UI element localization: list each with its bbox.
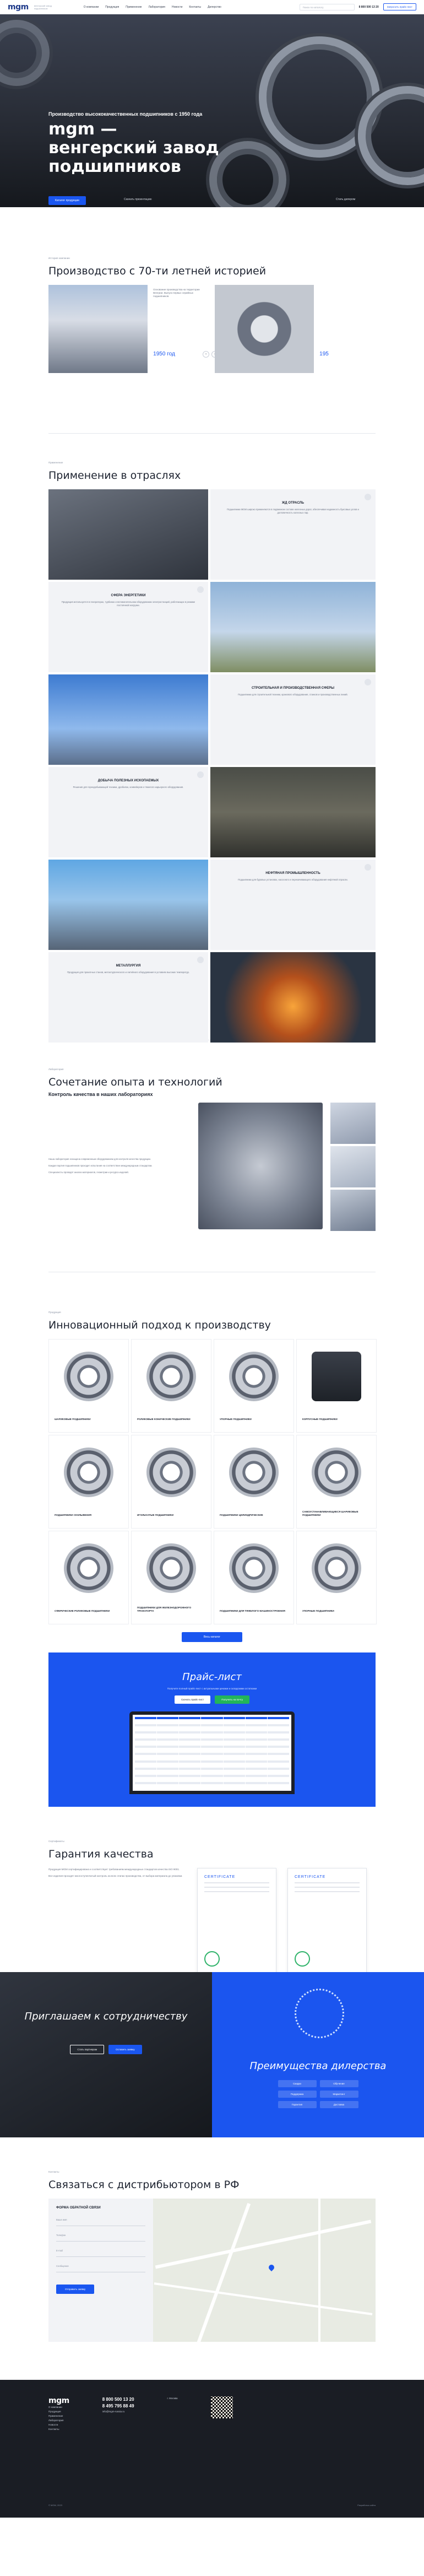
contact-title: Связаться с дистрибьютором в РФ [48,2179,240,2191]
history-title: Производство с 70-ти летней историей [48,265,267,277]
cooperation-panel [0,1972,212,2137]
industry-card-mining[interactable] [48,767,208,857]
lab-photo-small [330,1190,376,1231]
benefit-pill: Поддержка [278,2091,317,2098]
form-title: ФОРМА ОБРАТНОЙ СВЯЗИ [56,2206,101,2210]
footer-logo-col [48,2396,69,2432]
products-grid [48,1339,376,1624]
laptop-price-preview [129,1711,295,1794]
product-image [312,1448,361,1497]
map-road [155,2219,372,2269]
history-year: 1950 год [153,351,175,357]
history-info [153,285,209,373]
feedback-form [48,2199,153,2342]
product-name: КОРПУСНЫЕ ПОДШИПНИКИ [302,1418,338,1421]
certificate[interactable] [197,1868,276,1978]
header [0,0,424,14]
guarantee-content [48,1868,376,1978]
guarantee-title: Гарантия качества [48,1848,154,1860]
price-subtitle: Получите полный прайс-лист с актуальными ценами и складскими остатками [167,1687,257,1690]
footer-link[interactable]: О компании [48,2406,62,2408]
cooperation-block [0,1972,424,2137]
lab-kicker: Лаборатория [48,1068,64,1071]
dealer-title: Преимущества дилерства [249,2060,387,2072]
industry-image-metallurgy [210,952,376,1043]
footer-link[interactable]: Продукция [48,2410,61,2413]
nav-item-application[interactable]: Применение [126,5,142,9]
header-right [300,3,416,10]
price-buttons [48,1695,376,1704]
footer-bottom [48,2504,376,2507]
nav-item-products[interactable]: Продукция [105,5,119,9]
guarantee-paragraph: Продукция MGM сертифицирована и соответствует требованиям международных стандартов качества ISO 9001. [48,1868,180,1871]
certificate-seal-icon [204,1951,220,1967]
contact-kicker: Контакты [48,2170,59,2173]
dealer-panel [212,1972,424,2137]
industry-desc: Подшипники MGM широко применяются в подвижном составе железных дорог, обеспечивая надежность буксовых узлов и долговечность колесных пар. [227,508,359,514]
certificate-line [295,1882,360,1883]
history-photo-2 [215,285,314,373]
footer-link[interactable]: Применение [48,2415,63,2417]
product-image [229,1543,279,1593]
map[interactable] [153,2199,376,2342]
certificate-line [204,1882,269,1883]
nav-item-contacts[interactable]: Контакты [189,5,201,9]
products-title: Инновационный подход к производству [48,1319,271,1331]
footer-email[interactable]: info@mgm-russia.ru [102,2410,125,2413]
guarantee-text [48,1868,186,1978]
product-card[interactable] [48,1435,129,1529]
footer-columns [48,2396,376,2432]
map-road [318,2199,320,2342]
product-name: УПОРНЫЕ ПОДШИПНИКИ [220,1418,252,1421]
industry-card-construction[interactable] [210,674,376,765]
partner-button[interactable]: Стать партнером [70,2045,104,2054]
main-nav [84,6,221,9]
nav-item-about[interactable]: О компании [83,5,99,9]
contact-content [48,2199,376,2342]
map-pin-icon[interactable] [268,2264,275,2271]
dealer-benefits [212,2080,424,2108]
request-price-email-button[interactable]: Получить на почту [215,1695,249,1704]
product-image [312,1543,361,1593]
industry-card-rail[interactable] [210,489,376,580]
lab-point: Каждая партия подшипников проходит испытания на соответствие международным стандартам. [48,1164,153,1167]
lab-photo [198,1103,323,1229]
leave-request-button[interactable]: Оставить заявку [108,2045,142,2054]
product-card[interactable] [296,1435,377,1529]
lab-point: Специалисты проводят анализ материалов, геометрии и ресурса изделий. [48,1171,129,1174]
history-photo [48,285,148,373]
products-kicker: Продукция [48,1311,61,1314]
guarantee-section [0,1807,424,1972]
developer-link[interactable]: Разработка сайта [357,2504,376,2507]
industries-section [0,434,424,1040]
benefit-pill: Обучение [320,2080,358,2087]
price-title: Прайс-лист [182,1671,242,1683]
footer-phone[interactable]: 8 495 795 88 49 [102,2404,134,2408]
certificate-line [204,1891,269,1892]
product-card[interactable] [296,1531,377,1624]
industry-title: ДОБЫЧА ПОЛЕЗНЫХ ИСКОПАЕМЫХ [97,779,159,782]
nav-item-dealer[interactable]: Дилерство [208,5,221,9]
product-image [64,1352,113,1401]
header-phone[interactable]: 8 800 500 13 20 [358,5,379,9]
product-card[interactable] [214,1339,294,1433]
product-card[interactable] [214,1531,294,1624]
logo-tagline: венгерский завод подшипников [34,4,52,10]
map-road [191,2203,251,2342]
lab-title: Сочетание опыта и технологий [48,1076,222,1088]
qr-code [211,2396,233,2418]
product-image [229,1352,279,1401]
become-dealer-link[interactable]: Стать дилером [336,198,356,201]
product-card[interactable] [131,1531,211,1624]
history-text: Основание производства на территории Венгрии. Выпуск первых серийных подшипников. [153,288,200,298]
product-name: ПОДШИПНИКИ ЦИЛИНДРИЧЕСКИЕ [220,1514,263,1516]
benefit-pill: Скидки [278,2080,317,2087]
product-name: САМОУСТАНАВЛИВАЮЩИЕСЯ ШАРИКОВЫЕ ПОДШИПНИКИ [302,1510,358,1516]
product-name: УПОРНЫЕ ПОДШИПНИКИ [302,1610,334,1612]
logo[interactable]: mgm [8,2,29,12]
lab-side-photos [330,1103,376,1231]
industry-image-construction [48,674,208,765]
certificate-seal-icon [295,1951,310,1967]
industry-image-oil [48,860,208,950]
industry-image-energy [210,582,376,672]
product-name: СФЕРИЧЕСКИЕ РОЛИКОВЫЕ ПОДШИПНИКИ [55,1610,110,1612]
lab-points [48,1103,191,1231]
lab-subtitle: Контроль качества в наших лабораториях [48,1092,153,1097]
arrow-icon [197,771,204,778]
footer-link[interactable]: Новости [48,2423,58,2426]
prev-arrow-icon[interactable]: ‹ [203,351,209,358]
footer-link[interactable]: Лаборатория [48,2419,64,2422]
name-field[interactable]: Ваше имя [56,2215,145,2226]
product-image [146,1352,196,1401]
industries-title: Применение в отраслях [48,469,181,482]
presentation-link[interactable]: Скачать презентацию [124,198,152,201]
arrow-icon [365,679,371,685]
nav-item-lab[interactable]: Лаборатория [148,5,166,9]
search-input[interactable]: Поиск по каталогу [300,4,355,10]
industries-kicker: Применение [48,461,63,464]
industry-card-metallurgy[interactable] [48,952,208,1043]
industry-image-rail [48,489,208,580]
product-name: ИГОЛЬЧАТЫЕ ПОДШИПНИКИ [137,1514,174,1516]
lab-photo-small [330,1146,376,1187]
benefit-pill: Доставка [320,2101,358,2108]
product-image [146,1448,196,1497]
industry-desc: Продукция для прокатных станов, металлургического и литейного оборудования в условиях высоких температур. [67,971,189,974]
certificate-line [295,1887,360,1888]
product-image [64,1543,113,1593]
message-field[interactable]: Сообщение [56,2261,145,2272]
map-road [154,2282,373,2315]
request-price-button[interactable]: Запросить прайс-лист [383,3,416,10]
product-card[interactable] [214,1435,294,1529]
arrow-icon [197,586,204,593]
product-name: ПОДШИПНИКИ ДЛЯ ЖЕЛЕЗНОДОРОЖНОГО ТРАНСПОРТА [137,1606,192,1612]
footer [0,2380,424,2518]
product-card[interactable] [131,1339,211,1433]
product-image [312,1352,361,1401]
footer-phone[interactable]: 8 800 500 13 20 [102,2397,134,2402]
arrow-icon [197,957,204,963]
history-info-2 [319,285,376,373]
hero-bearing-image-4 [0,20,50,86]
arrow-icon [365,494,371,500]
guarantee-paragraph: Все изделия проходят многоступенчатый контроль на всех этапах производства, от выбора материала до упаковки. [48,1875,183,1877]
phone-field[interactable]: Телефон [56,2231,145,2242]
history-slider [48,285,376,373]
industry-desc: Подшипники для строительной техники, кранового оборудования, станков и производственных линий. [238,693,348,696]
product-name: ШАРИКОВЫЕ ПОДШИПНИКИ [55,1418,91,1421]
cooperation-title: Приглашаем к сотрудничеству [24,2011,188,2022]
copyright: © MGM, 2023 [48,2504,62,2507]
industry-desc: Решения для горнодобывающей техники, дробилок, конвейеров и тяжелого карьерного оборудования. [73,786,184,789]
submit-button[interactable]: Отправить заявку [56,2285,94,2294]
certificate-line [204,1887,269,1888]
industry-title: МЕТАЛЛУРГИЯ [116,964,141,968]
lab-content [48,1103,376,1231]
product-name: ПОДШИПНИКИ СКОЛЬЖЕНИЯ [55,1514,91,1516]
hero-text [48,111,230,176]
product-card[interactable] [48,1531,129,1624]
catalog-button[interactable]: Каталог продукции [48,196,86,205]
product-image [146,1543,196,1593]
footer-logo[interactable]: mgm [48,2396,69,2405]
product-image [229,1448,279,1497]
industry-title: НЕФТЯНАЯ ПРОМЫШЛЕННОСТЬ [265,872,320,875]
certificate[interactable] [287,1868,367,1978]
hero-kicker: Производство высококачественных подшипников с 1950 года [48,111,203,117]
history-year-2: 195 [319,351,329,357]
industry-desc: Продукция используется в генераторах, турбинах и вспомогательном оборудовании электростанций, работающих в режиме постоянной нагрузки. [61,601,195,607]
footer-address: г. Москва [167,2397,178,2400]
product-name: ПОДШИПНИКИ ДЛЯ ТЯЖЕЛОГО МАШИНОСТРОЕНИЯ [220,1610,285,1612]
product-card[interactable] [48,1339,129,1433]
industry-desc: Подшипники для буровых установок, насосного и перекачивающего оборудования нефтяной отрасли. [238,878,348,881]
certificate-title: CERTIFICATE [204,1875,236,1879]
footer-phones-col [102,2396,134,2432]
lab-photo-small [330,1103,376,1144]
industry-image-mining [210,767,376,857]
download-price-button[interactable]: Скачать прайс-лист [175,1695,210,1704]
mgm-ring-icon [295,1989,344,2038]
industry-title: СТРОИТЕЛЬНАЯ И ПРОИЗВОДСТВЕННАЯ СФЕРЫ [251,687,335,690]
all-catalog-button[interactable]: Весь каталог [182,1632,242,1642]
lab-section [0,1040,424,1272]
email-field[interactable]: E-mail [56,2246,145,2257]
footer-address-col [167,2396,178,2432]
product-card[interactable] [131,1435,211,1529]
certificate-line [295,1891,360,1892]
industries-grid [48,489,376,1043]
industry-title: СФЕРА ЭНЕРГЕТИКИ [111,594,146,597]
product-card[interactable] [296,1339,377,1433]
history-kicker: История компании [48,257,70,260]
cooperation-buttons [0,2045,212,2054]
industry-card-oil[interactable] [210,860,376,950]
arrow-icon [365,864,371,871]
hero-title: mgm — венгерский завод подшипников [48,120,219,176]
guarantee-kicker: Сертификаты [48,1840,64,1843]
lab-point: Наша лаборатория оснащена современным оборудованием для контроля качества продукции. [48,1158,151,1160]
price-sheet [133,1715,291,1791]
price-list-banner [48,1652,376,1807]
certificate-title: CERTIFICATE [295,1875,326,1879]
industry-card-energy[interactable] [48,582,208,672]
footer-link[interactable]: Контакты [48,2428,59,2431]
benefit-pill: Маркетинг [320,2091,358,2098]
products-section [0,1272,424,1652]
product-name: РОЛИКОВЫЕ КОНИЧЕСКИЕ ПОДШИПНИКИ [137,1418,191,1421]
hero [0,14,424,207]
nav-item-news[interactable]: Новости [172,5,183,9]
product-image [64,1448,113,1497]
history-section [0,207,424,433]
contact-section [0,2137,424,2380]
industry-title: ЖД ОТРАСЛЬ [281,501,305,505]
benefit-pill: Гарантия [278,2101,317,2108]
